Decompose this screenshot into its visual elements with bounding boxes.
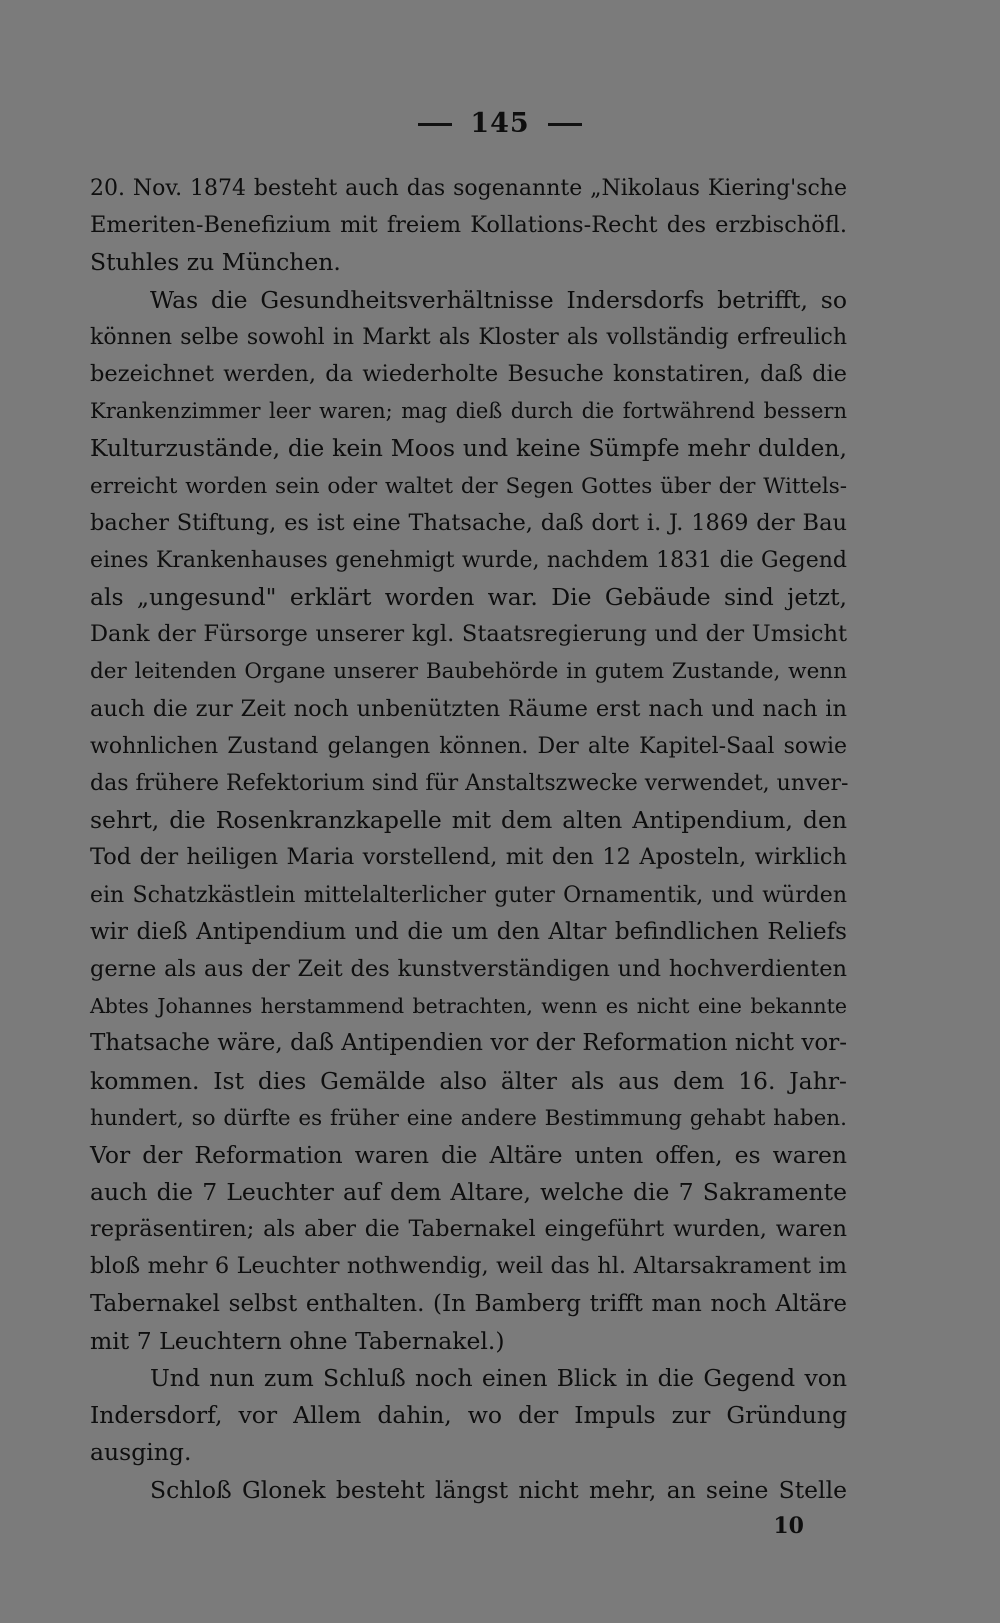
- text-line: der leitenden Organe unserer Baubehörde in gutem Zustande, wenn: [90, 659, 847, 685]
- text-line: Tabernakel selbst enthalten. (In Bamberg trifft man noch Altäre: [90, 1290, 847, 1317]
- text-line: Kulturzustände, die kein Moos und keine Sümpfe mehr dulden,: [90, 434, 847, 463]
- text-line: Vor der Reformation waren die Altäre unten offen, es waren: [90, 1140, 847, 1169]
- text-line: sehrt, die Rosenkranzkapelle mit dem alten Antipendium, den: [90, 806, 847, 835]
- text-line: repräsentiren; als aber die Tabernakel eingeführt wurden, waren: [90, 1216, 847, 1243]
- page-header: [0, 108, 1000, 139]
- text-line: bloß mehr 6 Leuchter nothwendig, weil das hl. Altarsakrament im: [90, 1253, 847, 1280]
- text-line: Tod der heiligen Maria vorstellend, mit den 12 Aposteln, wirklich: [90, 844, 847, 871]
- text-line: erreicht worden sein oder waltet der Segen Gottes über der Wittels-: [90, 473, 847, 499]
- text-line: Emeriten-Benefizium mit freiem Kollations-Recht des erzbischöfl.: [90, 212, 847, 239]
- header-dash-right: [548, 123, 582, 126]
- text-line: das frühere Refektorium sind für Anstaltszwecke verwendet, unver-: [90, 771, 849, 796]
- text-line: eines Krankenhauses genehmigt wurde, nachdem 1831 die Gegend: [90, 547, 847, 573]
- text-line: Thatsache wäre, daß Antipendien vor der Reformation nicht vor-: [90, 1030, 847, 1057]
- text-line: bezeichnet werden, da wiederholte Besuche konstatiren, daß die: [90, 360, 847, 387]
- text-line: als „ungesund" erklärt worden war. Die Gebäude sind jetzt,: [90, 583, 847, 612]
- text-line: Indersdorf, vor Allem dahin, wo der Impuls zur Gründung: [90, 1401, 847, 1430]
- text-line: Stuhles zu München.: [90, 248, 341, 277]
- text-line: hundert, so dürfte es früher eine andere Bestimmung gehabt haben.: [90, 1105, 847, 1131]
- text-line: auch die zur Zeit noch unbenützten Räume erst nach und nach in: [90, 695, 847, 722]
- text-line: Und nun zum Schluß noch einen Blick in die Gegend von: [150, 1364, 847, 1392]
- text-line: 20. Nov. 1874 besteht auch das sogenannte „Nikolaus Kiering'sche: [90, 176, 847, 201]
- text-line: ausging.: [90, 1438, 192, 1467]
- text-line: Dank der Fürsorge unserer kgl. Staatsregierung und der Umsicht: [90, 621, 847, 648]
- text-line: bacher Stiftung, es ist eine Thatsache, daß dort i. J. 1869 der Bau: [90, 509, 847, 536]
- page-number: 145: [470, 108, 530, 139]
- text-line: ein Schatzkästlein mittelalterlicher guter Ornamentik, und würden: [90, 882, 847, 908]
- text-line: gerne als aus der Zeit des kunstverständigen und hochverdienten: [90, 955, 847, 982]
- text-line: auch die 7 Leuchter auf dem Altare, welche die 7 Sakramente: [90, 1178, 847, 1207]
- text-line: wohnlichen Zustand gelangen können. Der alte Kapitel-Saal sowie: [90, 733, 847, 759]
- text-line: wir dieß Antipendium und die um den Altar befindlichen Reliefs: [90, 918, 847, 945]
- body-text: [90, 170, 847, 1509]
- text-line: Krankenzimmer leer waren; mag dieß durch die fortwährend bessern: [90, 399, 847, 424]
- text-line: Was die Gesundheitsverhältnisse Indersdorfs betrifft, so: [150, 285, 847, 314]
- text-line: mit 7 Leuchtern ohne Tabernakel.): [90, 1326, 505, 1355]
- text-line: kommen. Ist dies Gemälde also älter als aus dem 16. Jahr-: [90, 1066, 847, 1095]
- text-line: Schloß Glonek besteht längst nicht mehr, an seine Stelle: [150, 1475, 847, 1504]
- text-line: Abtes Johannes herstammend betrachten, wenn es nicht eine bekannte: [90, 994, 847, 1019]
- header-dash-left: [418, 123, 452, 126]
- text-line: können selbe sowohl in Markt als Kloster als vollständig erfreulich: [90, 324, 847, 350]
- signature-mark: 10: [773, 1513, 804, 1539]
